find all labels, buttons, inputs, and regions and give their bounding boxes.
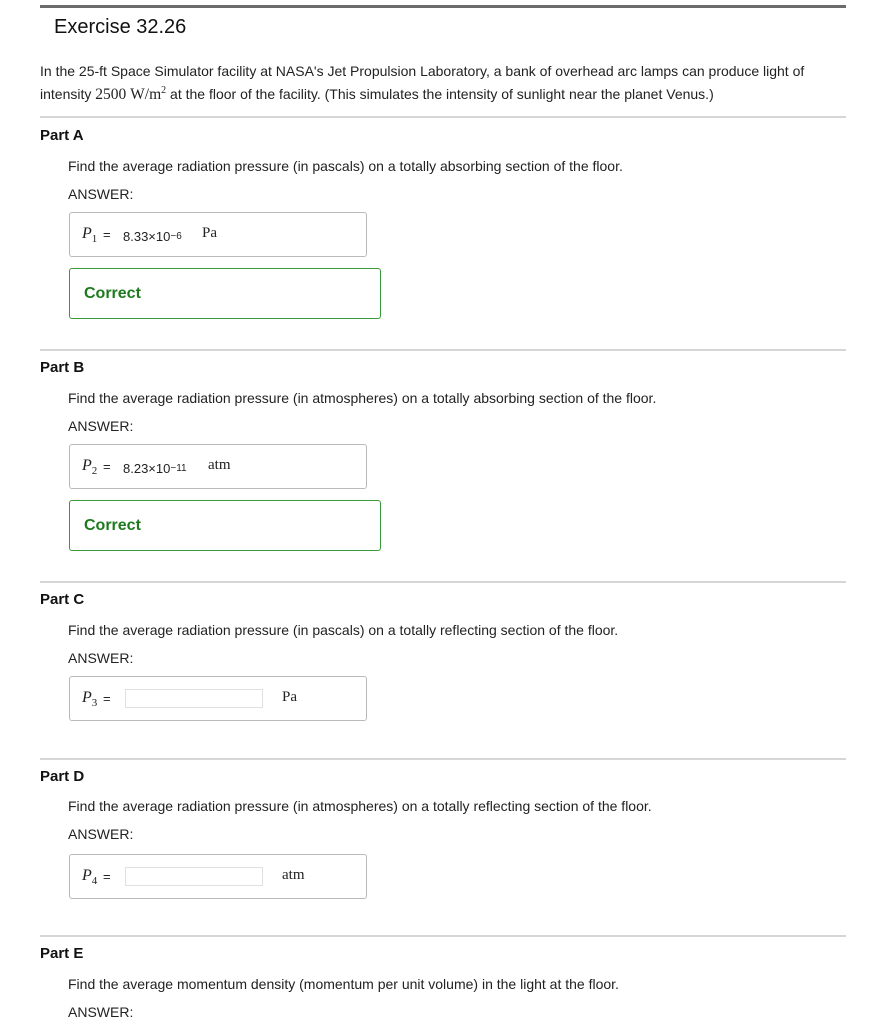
part-b-feedback bbox=[69, 500, 381, 551]
part-d-answer-input[interactable] bbox=[125, 867, 263, 886]
part-a-question: Find the average radiation pressure (in pascals) on a totally absorbing section of the floor. bbox=[68, 158, 623, 174]
part-a-feedback bbox=[69, 268, 381, 319]
part-a-title: Part A bbox=[40, 127, 84, 144]
part-a-divider bbox=[40, 116, 846, 118]
part-d-answer-box bbox=[69, 854, 367, 899]
intensity-unit: $W/m^2$ bbox=[130, 85, 167, 104]
part-b-answer-value: $8.23\times 10^{-11}$ bbox=[123, 461, 187, 476]
part-a-unit: Pa bbox=[202, 225, 217, 241]
exercise-intro: In the 25-ft Space Simulator facility at NASA's Jet Propulsion Laboratory, a bank of overhead arc lamps can produce light of intensity 2500 $W/m^2$ at the floor of the facility. (This simulates the intensity of sunlight near the planet Venus.) bbox=[40, 63, 805, 104]
part-d-title: Part D bbox=[40, 768, 85, 785]
part-c-unit: Pa bbox=[282, 689, 297, 705]
part-b-divider bbox=[40, 349, 846, 351]
part-a-correct-label: Correct bbox=[84, 285, 141, 302]
part-d-variable: $P_4$ bbox=[82, 867, 98, 888]
part-a-answer-box bbox=[69, 212, 367, 257]
part-b-correct-label: Correct bbox=[84, 517, 141, 534]
part-e-question: Find the average momentum density (momentum per unit volume) in the light at the floor. bbox=[68, 976, 619, 992]
equals-sign: = bbox=[103, 227, 111, 242]
intensity-value: 2500 bbox=[95, 86, 127, 104]
part-e-answer-label: ANSWER: bbox=[68, 1004, 134, 1020]
equals-sign: = bbox=[103, 691, 111, 706]
part-d-question: Find the average radiation pressure (in atmospheres) on a totally reflecting section of the floor. bbox=[68, 798, 652, 814]
part-b-question: Find the average radiation pressure (in atmospheres) on a totally absorbing section of the floor. bbox=[68, 390, 657, 406]
top-divider bbox=[40, 5, 846, 8]
part-c-answer-box bbox=[69, 676, 367, 721]
part-d-answer-label: ANSWER: bbox=[68, 826, 134, 842]
part-c-variable: $P_3$ bbox=[82, 689, 98, 710]
part-c-answer-label: ANSWER: bbox=[68, 650, 134, 666]
part-c-question: Find the average radiation pressure (in pascals) on a totally reflecting section of the floor. bbox=[68, 622, 619, 638]
part-a-variable: $P_1$ bbox=[82, 225, 98, 246]
part-b-title: Part B bbox=[40, 359, 85, 376]
part-b-variable: $P_2$ bbox=[82, 457, 98, 478]
part-d-divider bbox=[40, 758, 846, 760]
part-d-unit: atm bbox=[282, 867, 305, 883]
part-a-answer-value: $8.33\times 10^{-6}$ bbox=[123, 229, 182, 244]
part-c-answer-input[interactable] bbox=[125, 689, 263, 708]
part-e-divider bbox=[40, 935, 846, 937]
part-a-answer-label: ANSWER: bbox=[68, 186, 134, 202]
part-c-title: Part C bbox=[40, 591, 85, 608]
part-b-unit: atm bbox=[208, 457, 231, 473]
part-c-divider bbox=[40, 581, 846, 583]
exercise-title: Exercise 32.26 bbox=[54, 16, 187, 38]
part-e-title: Part E bbox=[40, 945, 84, 962]
equals-sign: = bbox=[103, 459, 111, 474]
equals-sign: = bbox=[103, 869, 111, 884]
part-b-answer-label: ANSWER: bbox=[68, 418, 134, 434]
part-b-answer-box bbox=[69, 444, 367, 489]
